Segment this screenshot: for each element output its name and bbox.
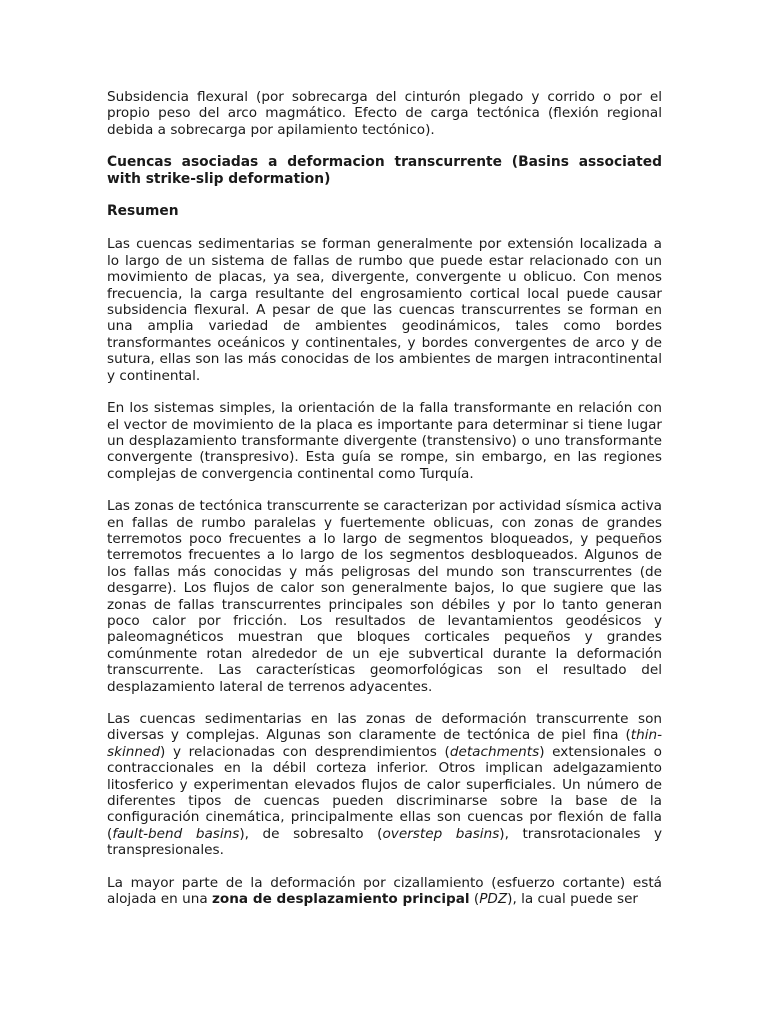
body-paragraph-3: Las zonas de tectónica transcurrente se caracterizan por actividad sísmica activa en fallas de rumbo paralelas y fuertemente oblicuas, con zonas de grandes terremotos poco frecuentes a lo largo de segmentos bloqueados, y pequeños terremotos frecuentes a lo largo de los segmentos desbloqueados. Algunos de los fallas más conocidas y más peligrosas del mundo son transcurrentes (de desgarre). Los flujos de calor son generalmente bajos, lo que sugiere que las zonas de fallas transcurrentes principales son débiles y por lo tanto generan poco calor por fricción. Los resultados de levantamientos geodésicos y paleomagnéticos muestran que bloques corticales pequeños y grandes comúnmente rotan alrededor de un eje subvertical durante la deformación transcurrente. Las características geomorfológicas son el resultado del desplazamiento lateral de terrenos adyacentes. — [107, 498, 662, 695]
body-paragraph-1: Las cuencas sedimentarias se forman generalmente por extensión localizada a lo largo de un sistema de fallas de rumbo que puede estar relacionado con un movimiento de placas, ya sea, divergente, convergente u oblicuo. Con menos frecuencia, la carga resultante del engrosamiento cortical local puede causar subsidencia flexural. A pesar de que las cuencas transcurrentes se forman en una amplia variedad de ambientes geodinámicos, tales como bordes transformantes oceánicos y continentales, y bordes convergentes de arco y de sutura, ellas son las más conocidas de los ambientes de margen intracontinental y continental. — [107, 236, 662, 384]
bold-term-pdz: zona de desplazamiento principal — [212, 891, 470, 908]
italic-term-thin-skinned: thin-skinned — [107, 727, 662, 760]
section-heading: Cuencas asociadas a deformacion transcurrente (Basins associated with strike-slip deformation) — [107, 154, 662, 187]
section-subheading: Resumen — [107, 203, 179, 220]
text-run: ), transrotacionales y transpresionales. — [107, 825, 663, 859]
text-run: ) extensionales o contraccionales en la débil corteza inferior. Otros implican adelgazamiento litosferico y experimentan elevados flujos de calor superficiales. Un número de diferentes tipos de cuencas pueden discriminarse sobre la base de la configuración cinemática, principalmente ellas son cuencas por flexión de falla ( — [107, 743, 662, 842]
italic-abbrev-pdz: PDZ — [479, 891, 508, 908]
italic-term-detachments: detachments — [449, 743, 540, 760]
body-paragraph-2: En los sistemas simples, la orientación de la falla transformante en relación con el vector de movimiento de la placa es importante para determinar si tiene lugar un desplazamiento transformante divergente (transtensivo) o uno transformante convergente (transpresivo). Esta guía se rompe, sin embargo, en las regiones complejas de convergencia continental como Turquía. — [107, 400, 662, 482]
intro-paragraph: Subsidencia flexural (por sobrecarga del cinturón plegado y corrido o por el propio peso del arco magmático. Efecto de carga tectónica (flexión regional debida a sobrecarga por apilamiento tectónico). — [107, 89, 662, 138]
italic-term-overstep-basins: overstep basins — [382, 825, 500, 842]
text-run: ) y relacionadas con desprendimientos ( — [159, 743, 450, 760]
text-run: Las cuencas sedimentarias en las zonas de deformación transcurrente son diversas y complejas. Algunas son claramente de tectónica de piel fina ( — [107, 711, 662, 744]
body-paragraph-5 — [107, 875, 662, 908]
text-run: ), la cual puede ser — [507, 891, 639, 908]
text-run: La mayor parte de la deformación por cizallamiento (esfuerzo cortante) está alojada en una — [107, 874, 662, 908]
italic-term-fault-bend-basins: fault-bend basins — [112, 825, 240, 842]
text-run: ( — [469, 891, 480, 908]
body-paragraph-4 — [107, 711, 662, 859]
text-run: ), de sobresalto ( — [239, 825, 383, 842]
